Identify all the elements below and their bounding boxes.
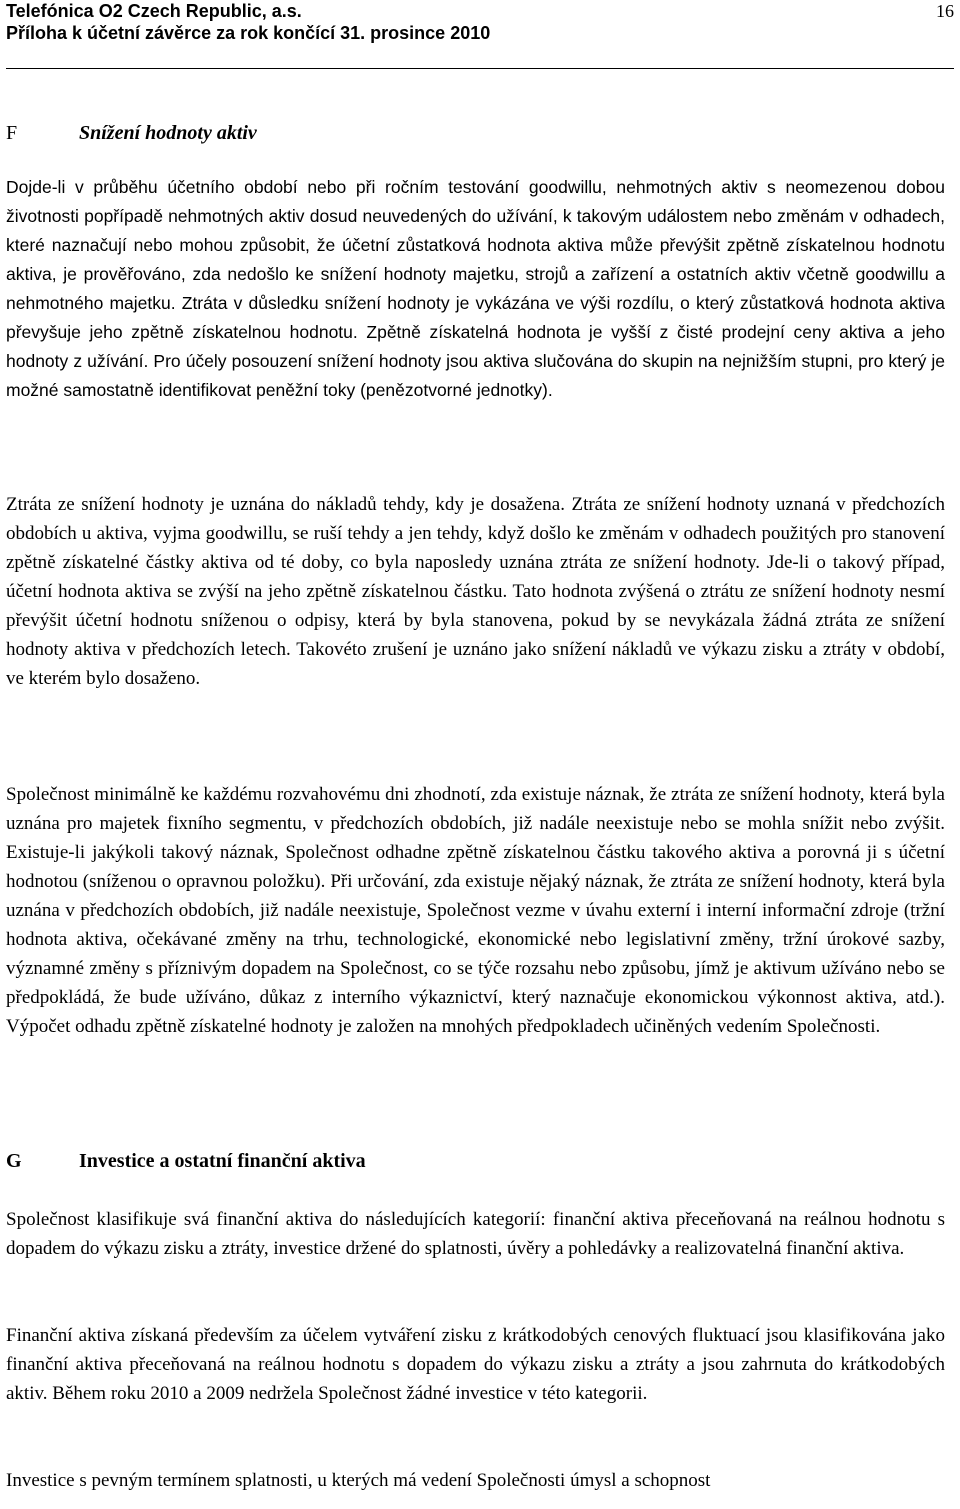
- section-title: Snížení hodnoty aktiv: [79, 122, 257, 144]
- paragraph-impairment-testing: Dojde-li v průběhu účetního období nebo při ročním testování goodwillu, nehmotných aktiv s neomezenou dobou životnosti popřípadě nehmotných aktiv dosud neuvedených do užívání, k takovým událostem nebo změnám v odhadech, které naznačují nebo mohou způsobit, že účetní zůstatková hodnota aktiva může převýšit zpětně získatelnou hodnotu aktiva, je prověřováno, zda nedošlo ke snížení hodnoty majetku, strojů a zařízení a ostatních aktiv včetně goodwillu a nehmotného majetku. Ztráta v důsledku snížení hodnoty je vykázána ve výši rozdílu, o který zůstatková hodnota aktiva převyšuje jeho zpětně získatelnou hodnotu. Zpětně získatelná hodnota je vyšší z čisté prodejní ceny aktiva a jeho hodnoty z užívání. Pro účely posouzení snížení hodnoty jsou aktiva slučována do skupin na nejnižším stupni, pro který je možné samostatně identifikovat peněžní toky (penězotvorné jednotky).: [6, 177, 945, 400]
- document-subtitle: Příloha k účetní závěrce za rok končící 31. prosince 2010: [6, 23, 491, 43]
- page-number: 16: [936, 1, 954, 21]
- header-divider: [6, 68, 954, 69]
- company-name: Telefónica O2 Czech Republic, a.s.: [6, 1, 302, 21]
- paragraph-impairment-loss-recognition: Ztráta ze snížení hodnoty je uznána do nákladů tehdy, kdy je dosažena. Ztráta ze snížení hodnoty uznaná v předchozích obdobích u aktiva, vyjma goodwillu, se ruší tehdy a jen tehdy, když došlo ke změnám v odhadech použitých pro stanovení zpětně získatelné částky aktiva od té doby, co byla naposledy uznána ztráta ze snížení hodnoty. Jde-li o takový případ, účetní hodnota aktiva se zvýší na jeho zpětně získatelnou částku. Tato hodnota zvýšená o ztrátu ze snížení hodnoty nesmí převýšit účetní hodnotu sníženou o odpisy, která by byla stanovena, pokud by se nevykázala žádná ztráta ze snížení hodnoty aktiva v předchozích letech. Takovéto zrušení je uznáno jako snížení nákladů ve výkazu zisku a ztráty v období, ve kterém bylo dosaženo.: [6, 494, 945, 689]
- section-title: Investice a ostatní finanční aktiva: [79, 1150, 366, 1172]
- section-letter: G: [6, 1150, 22, 1172]
- section-letter: F: [6, 122, 18, 144]
- paragraph-trading-assets: Finanční aktiva získaná především za účelem vytváření zisku z krátkodobých cenových fluktuací jsou klasifikována jako finanční aktiva přeceňovaná na reálnou hodnotu s dopadem do výkazu zisku a ztráty a jsou zahrnuta do krátkodobých aktiv. Během roku 2010 a 2009 nedržela Společnost žádné investice v této kategorii.: [6, 1325, 945, 1404]
- paragraph-held-to-maturity: Investice s pevným termínem splatnosti, u kterých má vedení Společnosti úmysl a schopnost: [6, 1470, 711, 1491]
- paragraph-asset-categories: Společnost klasifikuje svá finanční aktiva do následujících kategorií: finanční aktiva přeceňovaná na reálnou hodnotu s dopadem do výkazu zisku a ztráty, investice držené do splatnosti, úvěry a pohledávky a realizovatelná finanční aktiva.: [6, 1209, 945, 1259]
- paragraph-impairment-review: Společnost minimálně ke každému rozvahovému dni zhodnotí, zda existuje náznak, že ztráta ze snížení hodnoty, která byla uznána pro majetek fixního segmentu, v předchozích obdobích, již nadále neexistuje nebo se mohla snížit nebo zvýšit. Existuje-li jakýkoli takový náznak, Společnost odhadne zpětně získatelnou částku takového aktiva a porovná ji s účetní hodnotou (sníženou o opravnou položku). Při určování, zda existuje nějaký náznak, že ztráta ze snížení hodnoty, která byla uznána v předchozích obdobích, již nadále neexistuje, Společnost vezme v úvahu externí i interní informační zdroje (tržní hodnota aktiva, očekávané změny na trhu, technologické, ekonomické nebo legislativní změny, tržní úrokové sazby, významné změny s příznivým dopadem na Společnost, co se týče rozsahu nebo způsobu, jímž je aktivum užíváno nebo se předpokládá, že bude užíváno, důkaz z interního výkaznictví, který naznačuje ekonomickou výkonnost aktiva, atd.). Výpočet odhadu zpětně získatelné hodnoty je založen na mnohých předpokladech učiněných vedením Společnosti.: [6, 784, 945, 1037]
